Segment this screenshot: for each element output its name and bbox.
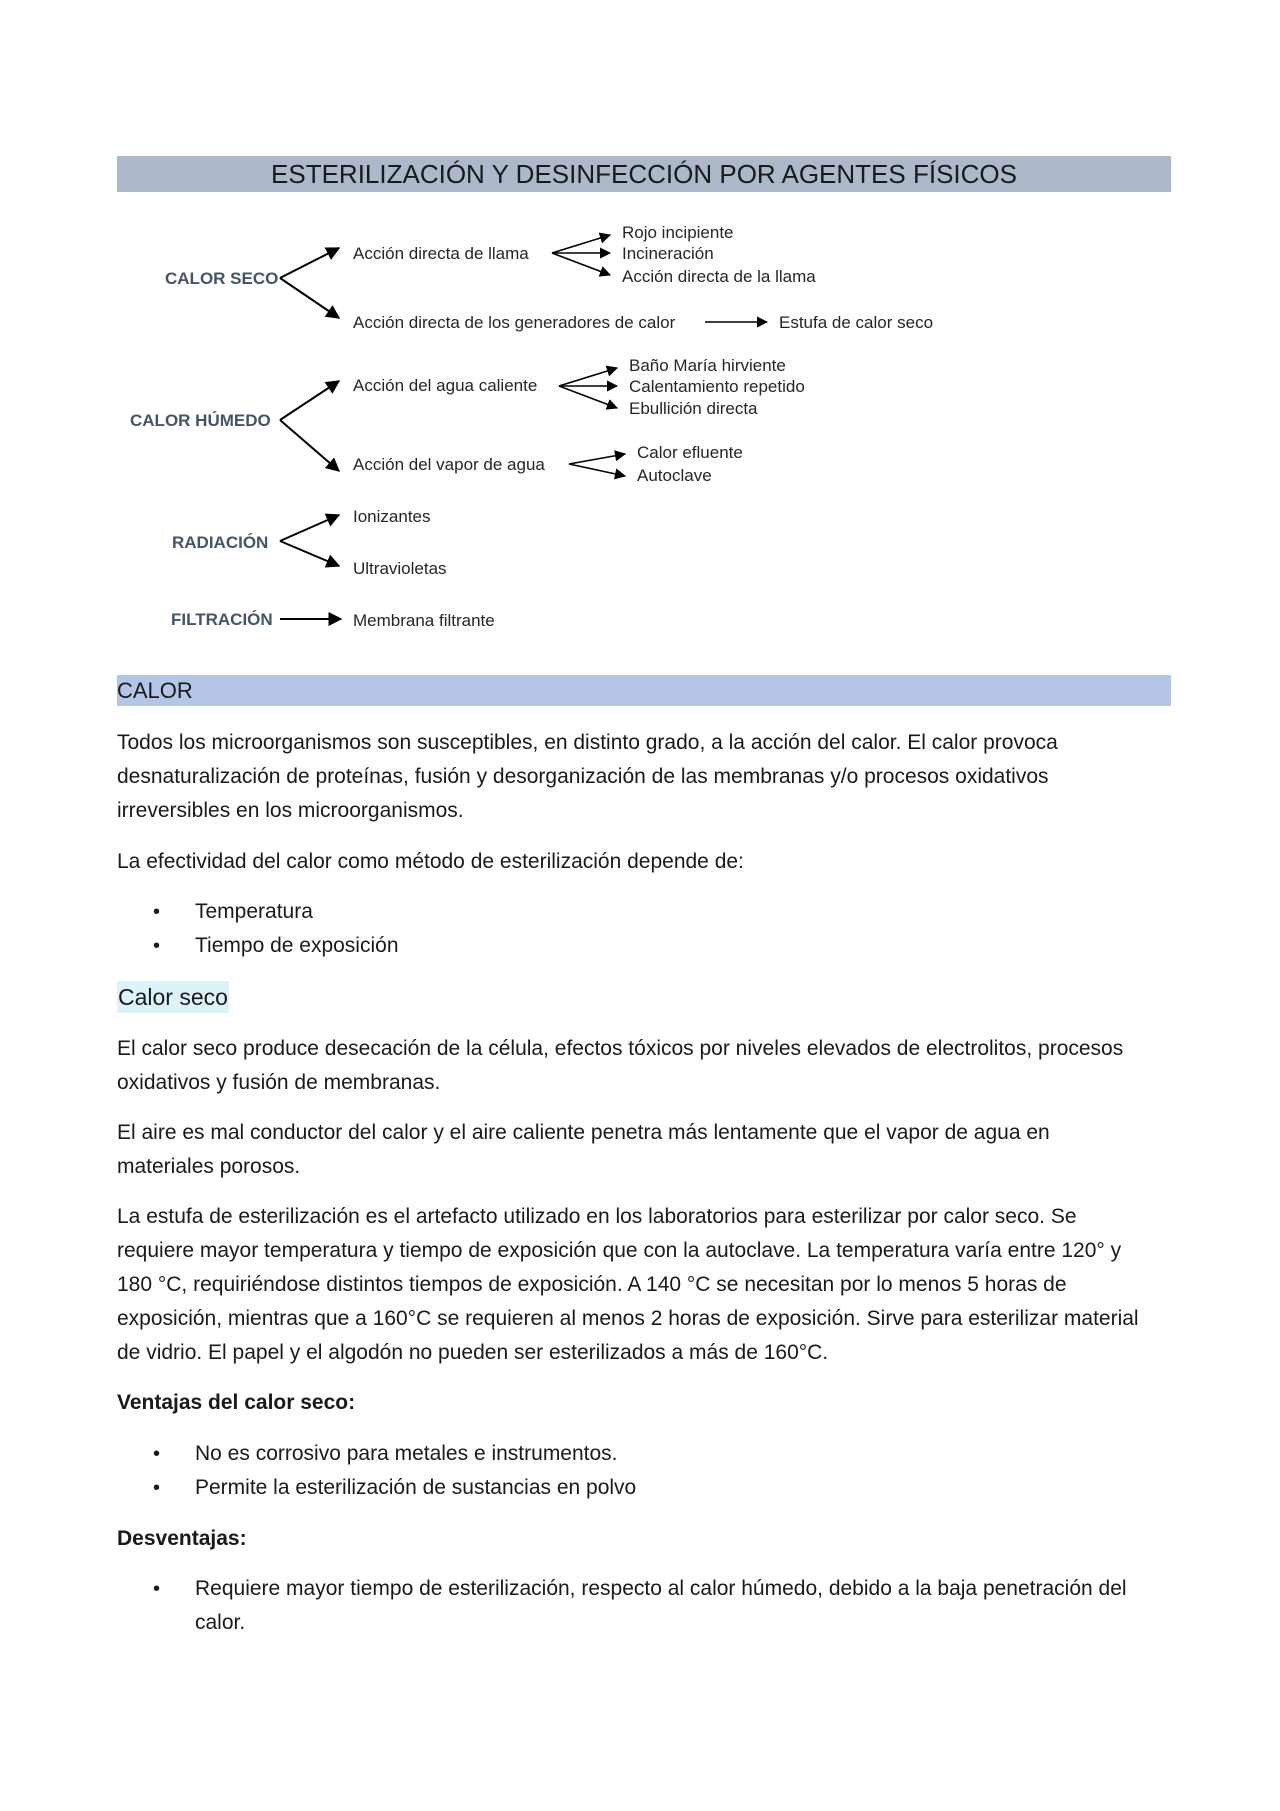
desventajas-heading: Desventajas: bbox=[117, 1527, 247, 1550]
branch-generadores-calor: Acción directa de los generadores de calor bbox=[353, 313, 676, 332]
bullet: • bbox=[153, 935, 161, 957]
arrow-ultravioletas bbox=[280, 541, 339, 566]
branch-accion-directa-llama: Acción directa de llama bbox=[353, 244, 529, 263]
list-item: • Tiempo de exposición bbox=[117, 929, 1171, 963]
bullet: • bbox=[153, 901, 161, 923]
arrow-ebullicion bbox=[559, 386, 617, 408]
ventajas-heading-block bbox=[117, 1386, 1171, 1420]
branch-vapor-agua: Acción del vapor de agua bbox=[353, 455, 545, 474]
category-calor-humedo: CALOR HÚMEDO bbox=[130, 411, 271, 430]
item-calentamiento-repetido: Calentamiento repetido bbox=[629, 377, 805, 396]
item-ionizantes: Ionizantes bbox=[353, 507, 431, 526]
document-title: ESTERILIZACIÓN Y DESINFECCIÓN POR AGENTES FÍSICOS bbox=[117, 156, 1171, 192]
text-line: La efectividad del calor como método de esterilización depende de: bbox=[117, 850, 744, 873]
item-membrana-filtrante: Membrana filtrante bbox=[353, 611, 495, 630]
item-incineracion: Incineración bbox=[622, 244, 714, 263]
calor-seco-paragraph-3 bbox=[117, 1200, 1171, 1370]
text-line: materiales porosos. bbox=[117, 1155, 301, 1178]
arrow-calor-efluente bbox=[569, 454, 625, 464]
text-line: oxidativos y fusión de membranas. bbox=[117, 1071, 441, 1094]
list-item: • Temperatura bbox=[117, 895, 1171, 929]
item-calor-efluente: Calor efluente bbox=[637, 443, 743, 462]
arrow-calor-seco-generadores bbox=[280, 278, 339, 318]
text-line: requiere mayor temperatura y tiempo de exposición que con la autoclave. La temperatura varía entre 120° y bbox=[117, 1239, 1122, 1262]
desventajas-heading-block bbox=[117, 1522, 1171, 1556]
category-radiacion: RADIACIÓN bbox=[172, 533, 269, 552]
arrow-ionizantes bbox=[280, 515, 339, 541]
category-filtracion: FILTRACIÓN bbox=[171, 610, 273, 629]
text-line: 180 °C, requiriéndose distintos tiempos de exposición. A 140 °C se necesitan por lo menos 5 horas de bbox=[117, 1273, 1067, 1296]
bullet: • bbox=[153, 1578, 161, 1600]
text-line: desnaturalización de proteínas, fusión y desorganización de las membranas y/o procesos oxidativos bbox=[117, 765, 1049, 788]
item-estufa-calor-seco: Estufa de calor seco bbox=[779, 313, 934, 332]
arrow-rojo-incipiente bbox=[552, 235, 610, 253]
item-bano-maria: Baño María hirviente bbox=[629, 356, 786, 375]
arrow-autoclave bbox=[569, 464, 625, 476]
text-line: La estufa de esterilización es el artefacto utilizado en los laboratorios para esterilizar por calor seco. Se bbox=[117, 1205, 1077, 1228]
desventajas-list bbox=[117, 1572, 1171, 1640]
calor-paragraph-1 bbox=[117, 726, 1171, 828]
calor-paragraph-2 bbox=[117, 845, 1171, 879]
item-ebullicion-directa: Ebullición directa bbox=[629, 399, 758, 418]
calor-seco-paragraph-2 bbox=[117, 1116, 1171, 1184]
category-calor-seco: CALOR SECO bbox=[165, 269, 279, 288]
bullet: • bbox=[153, 1443, 161, 1465]
text-line: calor. bbox=[195, 1611, 246, 1634]
list-item bbox=[117, 1572, 1171, 1640]
text-line: Requiere mayor tiempo de esterilización, respecto al calor húmedo, debido a la baja penetración del bbox=[195, 1577, 1127, 1600]
subheading-calor-seco: Calor seco bbox=[117, 981, 229, 1013]
arrow-vapor-agua bbox=[280, 420, 339, 471]
list-item: • No es corrosivo para metales e instrumentos. bbox=[117, 1437, 1171, 1471]
branch-agua-caliente: Acción del agua caliente bbox=[353, 376, 538, 395]
section-heading-calor: CALOR bbox=[117, 675, 1171, 706]
text-line: de vidrio. El papel y el algodón no pueden ser esterilizados a más de 160°C. bbox=[117, 1341, 829, 1364]
bullet: • bbox=[153, 1477, 161, 1499]
text-line: El aire es mal conductor del calor y el aire caliente penetra más lentamente que el vapor de agua en bbox=[117, 1121, 1050, 1144]
item-rojo-incipiente: Rojo incipiente bbox=[622, 223, 734, 242]
arrow-agua-caliente bbox=[280, 381, 339, 420]
item-ultravioletas: Ultravioletas bbox=[353, 559, 447, 578]
item-autoclave: Autoclave bbox=[637, 466, 712, 485]
ventajas-heading: Ventajas del calor seco: bbox=[117, 1391, 356, 1414]
ventajas-list bbox=[117, 1437, 1171, 1505]
text-line: El calor seco produce desecación de la célula, efectos tóxicos por niveles elevados de electrolitos, procesos bbox=[117, 1037, 1124, 1060]
text-line: Todos los microorganismos son susceptibles, en distinto grado, a la acción del calor. El calor provoca bbox=[117, 731, 1058, 754]
calor-factors-list bbox=[117, 895, 1171, 963]
text-line: irreversibles en los microorganismos. bbox=[117, 799, 464, 822]
calor-seco-paragraph-1 bbox=[117, 1032, 1171, 1100]
item-accion-directa-llama: Acción directa de la llama bbox=[622, 267, 816, 286]
sterilization-methods-diagram bbox=[117, 205, 1171, 655]
arrow-bano-maria bbox=[559, 368, 617, 386]
arrow-calor-seco-llama bbox=[280, 248, 339, 278]
text-line: exposición, mientras que a 160°C se requieren al menos 2 horas de exposición. Sirve para esterilizar material bbox=[117, 1307, 1139, 1330]
list-item: • Permite la esterilización de sustancias en polvo bbox=[117, 1471, 1171, 1505]
arrow-accion-llama bbox=[552, 253, 610, 275]
